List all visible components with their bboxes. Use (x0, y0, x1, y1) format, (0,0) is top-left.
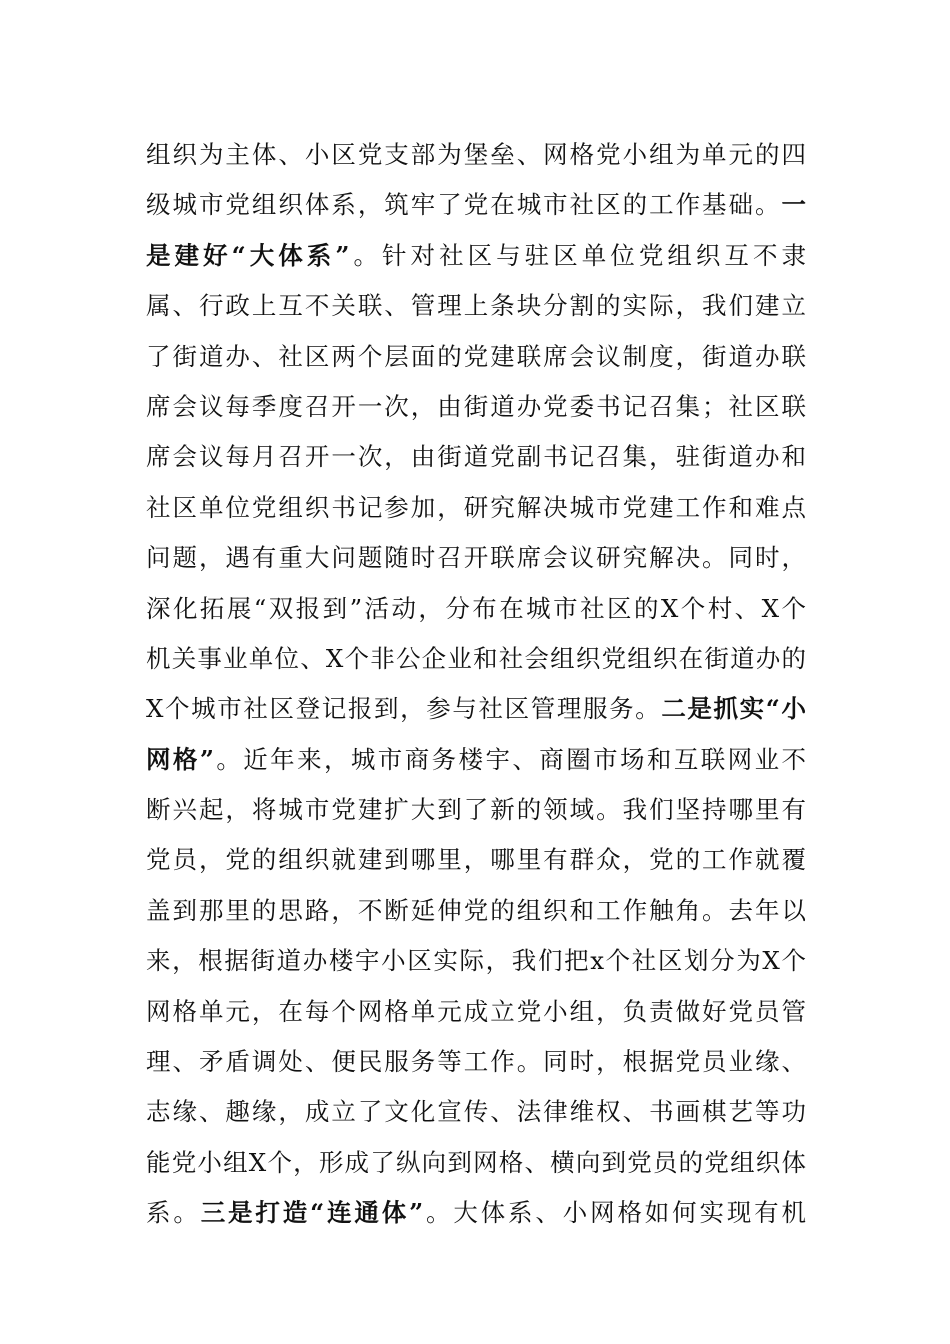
text-segment: 社区单位党组织书记参加，研究解决城市党建工作和难点 (146, 492, 806, 522)
bold-heading-text: 三是打造“连通体” (200, 1198, 424, 1228)
text-line (146, 987, 806, 1037)
text-segment: 了街道办、社区两个层面的党建联席会议制度，街道办联 (146, 341, 806, 371)
text-segment: 组织为主体、小区党支部为堡垒、网格党小组为单元的四 (146, 140, 806, 169)
text-line (146, 180, 806, 230)
text-line (146, 936, 806, 986)
text-line (146, 684, 806, 734)
text-segment: 问题，遇有重大问题随时召开联席会议研究解决。同时， (146, 543, 806, 573)
text-line (146, 1037, 806, 1087)
text-line (146, 785, 806, 835)
text-segment: 。针对社区与驻区单位党组织互不隶 (349, 240, 807, 270)
bold-heading-text: 一 (781, 190, 806, 220)
text-segment: X个城市社区登记报到，参与社区管理服务。 (146, 694, 662, 724)
text-segment: 网格单元，在每个网格单元成立党小组，负责做好党员管 (146, 996, 806, 1026)
text-line (146, 533, 806, 583)
text-line (146, 281, 806, 331)
text-line (146, 483, 806, 533)
text-segment: 机关事业单位、X个非公企业和社会组织党组织在街道办的 (146, 643, 806, 673)
text-line (146, 382, 806, 432)
text-line (146, 634, 806, 684)
bold-heading-text: 网格” (146, 744, 214, 774)
text-segment: 。大体系、小网格如何实现有机 (423, 1198, 807, 1228)
bold-heading-text: 二是抓实“小 (661, 694, 806, 724)
text-segment: 志缘、趣缘，成立了文化宣传、法律维权、书画棋艺等功 (146, 1097, 806, 1127)
text-line (146, 886, 806, 936)
bold-heading-text: 是建好“大体系” (146, 240, 350, 270)
text-segment: 能党小组X个，形成了纵向到网格、横向到党员的党组织体 (146, 1147, 806, 1177)
text-segment: 来，根据街道办楼宇小区实际，我们把x个社区划分为X个 (146, 946, 806, 976)
text-segment: 。近年来，城市商务楼宇、商圈市场和互联网业不 (213, 744, 807, 774)
text-segment: 席会议每季度召开一次，由街道办党委书记召集；社区联 (146, 391, 806, 421)
text-segment: 席会议每月召开一次，由街道党副书记召集，驻街道办和 (146, 442, 806, 472)
text-line (146, 130, 806, 180)
text-segment: 盖到那里的思路，不断延伸党的组织和工作触角。去年以 (146, 895, 806, 925)
text-line (146, 231, 806, 281)
text-line (146, 1087, 806, 1137)
text-segment: 系。 (146, 1198, 201, 1228)
text-segment: 党员，党的组织就建到哪里，哪里有群众，党的工作就覆 (146, 845, 806, 875)
body-paragraph (146, 130, 806, 1239)
text-line (146, 735, 806, 785)
text-segment: 深化拓展“双报到”活动，分布在城市社区的X个村、X个 (146, 593, 806, 623)
text-line (146, 332, 806, 382)
text-line (146, 432, 806, 482)
text-segment: 理、矛盾调处、便民服务等工作。同时，根据党员业缘、 (146, 1047, 806, 1077)
text-segment: 属、行政上互不关联、管理上条块分割的实际，我们建立 (146, 291, 806, 321)
text-line (146, 584, 806, 634)
text-line (146, 835, 806, 885)
text-line (146, 1188, 806, 1238)
text-line (146, 1138, 806, 1188)
text-segment: 断兴起，将城市党建扩大到了新的领域。我们坚持哪里有 (146, 795, 806, 825)
text-segment: 级城市党组织体系，筑牢了党在城市社区的工作基础。 (146, 190, 782, 220)
